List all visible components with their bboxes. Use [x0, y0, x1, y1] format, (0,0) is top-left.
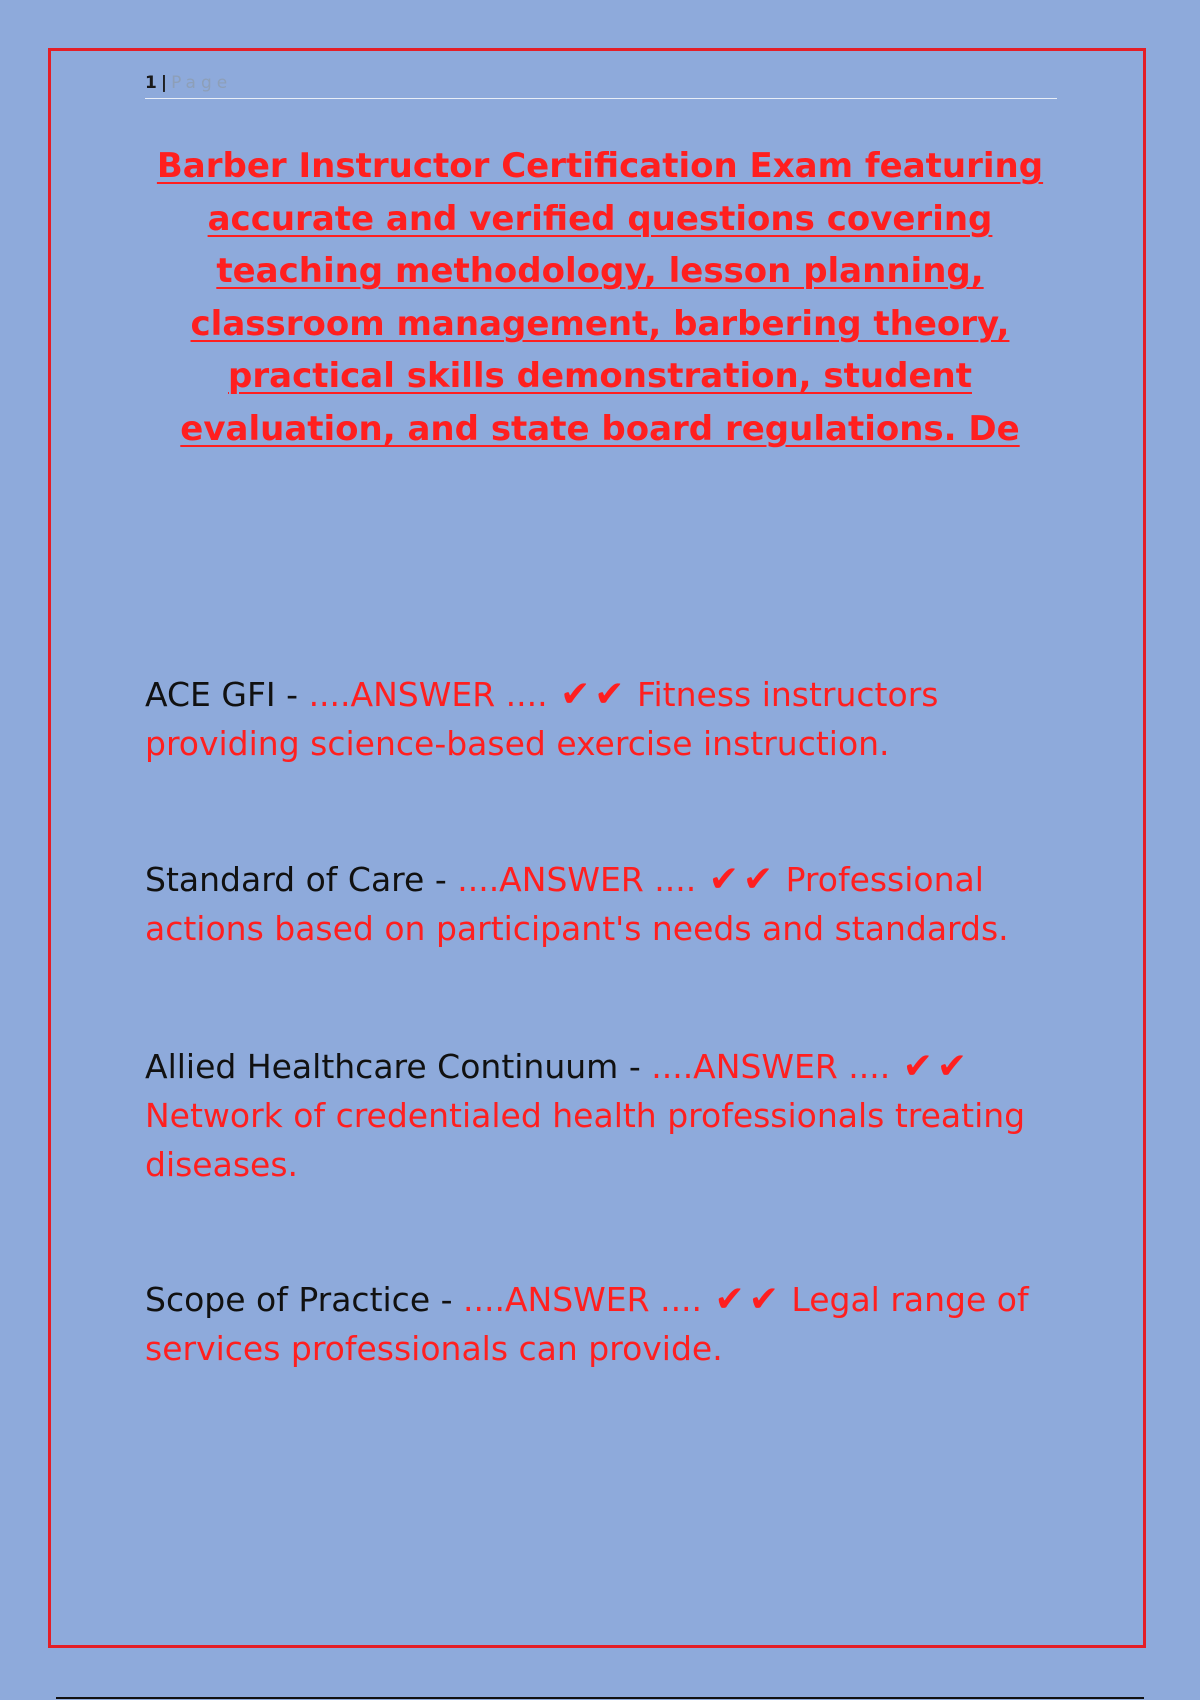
page-separator: |: [160, 73, 168, 93]
check-icon: ✔: [714, 1279, 745, 1320]
qa-answer: Fitness instructors providing science-based exercise instruction.: [145, 675, 939, 763]
qa-entry-scope-of-practice: [145, 1275, 1045, 1373]
page-number: 1: [145, 73, 157, 93]
page-label: Page: [171, 73, 233, 93]
page-header: [145, 70, 1057, 99]
qa-answer: Professional actions based on participant's needs and standards.: [145, 860, 1009, 948]
check-icon: ✔: [748, 1279, 779, 1320]
check-icon: ✔: [708, 859, 739, 900]
check-icon: ✔: [594, 674, 625, 715]
document-title: Barber Instructor Certification Exam featuring accurate and verified questions covering teaching methodology, lesson planning, classroom management, barbering theory, practical skills demonstration, student evaluation, and state board regulations. De: [156, 146, 1044, 449]
qa-answer: Network of credentialed health professionals treating diseases.: [145, 1096, 1026, 1184]
bottom-divider: [56, 1697, 1144, 1699]
qa-term: Allied Healthcare Continuum -: [145, 1047, 652, 1086]
answer-marker: ....ANSWER ....: [651, 1047, 891, 1086]
answer-marker: ....ANSWER ....: [308, 675, 548, 714]
qa-term: Standard of Care -: [145, 860, 458, 899]
qa-entry-standard-of-care: [145, 855, 1045, 953]
qa-term: Scope of Practice -: [145, 1280, 464, 1319]
check-icon: ✔: [936, 1046, 968, 1087]
answer-marker: ....ANSWER ....: [457, 860, 697, 899]
qa-entry-allied-healthcare-continuum: [145, 1042, 1045, 1189]
check-icon: ✔: [902, 1046, 933, 1087]
check-icon: ✔: [560, 674, 591, 715]
qa-answer: Legal range of services professionals can provide.: [145, 1280, 1029, 1368]
check-icon: ✔: [742, 859, 774, 900]
qa-entry-ace-gfi: [145, 670, 1045, 768]
answer-marker: ....ANSWER ....: [463, 1280, 703, 1319]
qa-term: ACE GFI -: [145, 675, 309, 714]
